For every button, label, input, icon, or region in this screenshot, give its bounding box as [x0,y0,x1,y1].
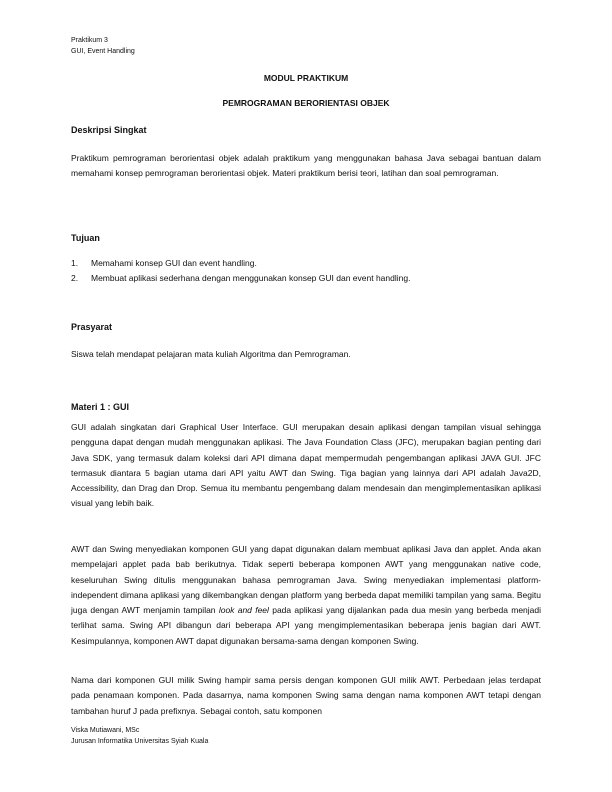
tujuan-list [71,256,541,287]
heading-deskripsi: Deskripsi Singkat [71,125,147,135]
paragraph-materi-2-part-b: pada aplikasi yang dijalankan pada dua mesin yang berbeda menjadi terlihat sama. Swing API dibangun dari beberapa API yang mengimplementasikan beberapa jenis bagian dari AWT. Kesimpulannya, komponen AWT dapat digunakan bersama-sama dengan komponen Swing. [71,605,542,646]
heading-tujuan: Tujuan [71,233,100,243]
paragraph-materi-2 [71,542,541,649]
heading-materi: Materi 1 : GUI [71,402,130,412]
header-course: Praktikum 3 [71,37,108,44]
paragraph-materi-1: GUI adalah singkatan dari Graphical User Interface. GUI merupakan desain aplikasi dengan tampilan visual sehingga pengguna dapat dengan mudah menggunakan aplikasi. The Java Foundation Class (JFC), merupakan bagian penting dari Java SDK, yang termasuk dalam koleksi dari API dimana dapat mempermudah pengembangan aplikasi JAVA GUI. JFC termasuk diantara 5 bagian utama dari API yaitu AWT dan Swing. Tiga bagian yang lainnya dari API adalah Java2D, Accessibility, dan Drag dan Drop. Semua itu membantu pengembang dalam mendesain dan mengimplementasikan aplikasi visual yang lebih baik. [71,422,541,509]
paragraph-materi-3: Nama dari komponen GUI milik Swing hampir sama persis dengan komponen GUI milik AWT. Perbedaan jelas terdapat pada penamaan komponen. Pada dasarnya, nama komponen Swing sama dengan nama komponen AWT tetapi dengan tambahan huruf J pada prefixnya. Sebagai contoh, satu komponen [71,675,541,716]
list-item [71,256,541,271]
list-text: Memahami konsep GUI dan event handling. [91,258,257,268]
module-title: MODUL PRAKTIKUM [263,73,349,83]
paragraph-materi-2-part-a: AWT dan Swing menyediakan komponen GUI yang dapat digunakan dalam membuat aplikasi Java dan applet. Anda akan mempelajari applet pada bab berikutnya. Tidak seperti beberapa komponen AWT yang menggunakan native code, keseluruhan Swing ditulis menggunakan bahasa pemrograman Java. Swing menyediakan implementasi platform-independent dimana aplikasi yang dikembangkan dengan platform yang berbeda dapat memiliki tampilan yang sama. Begitu juga dengan AWT menjamin tampilan [71,544,541,616]
footer-institution: Jurusan Informatika Universitas Syiah Kuala [71,738,209,745]
running-header [71,35,135,57]
paragraph-prasyarat: Siswa telah mendapat pelajaran mata kuliah Algoritma dan Pemrograman. [71,349,351,359]
list-number: 1. [71,258,79,268]
running-footer [71,725,208,747]
footer-author: Viska Mutiawani, MSc [71,727,140,734]
list-text: Membuat aplikasi sederhana dengan menggunakan konsep GUI dan event handling. [91,273,411,284]
list-item [71,271,541,286]
paragraph-deskripsi: Praktikum pemrograman berorientasi objek adalah praktikum yang menggunakan bahasa Java sebagai bantuan dalam memahami konsep pemrograman berorientasi objek. Materi praktikum berisi teori, latihan dan soal pemrograman. [71,153,541,179]
header-topic: GUI, Event Handling [71,48,135,55]
heading-prasyarat: Prasyarat [71,322,113,332]
list-number: 2. [71,273,79,284]
emphasis-look-and-feel: look and feel [218,605,269,616]
module-subtitle: PEMROGRAMAN BERORIENTASI OBJEK [222,98,390,108]
